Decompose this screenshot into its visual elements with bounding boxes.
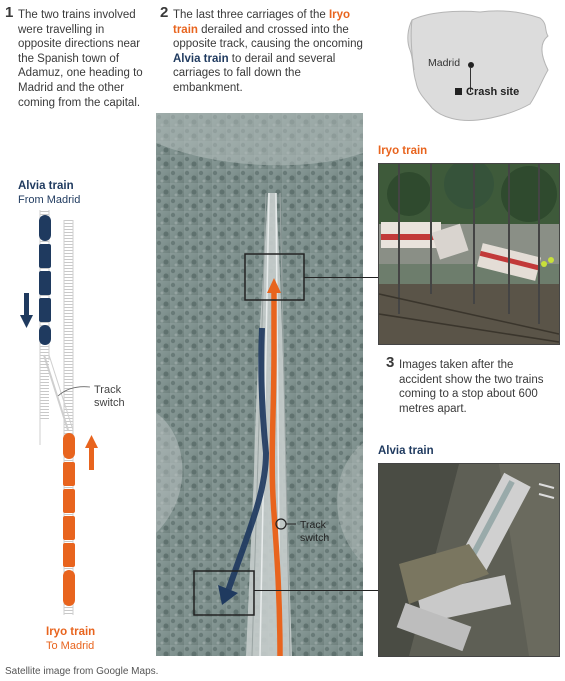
satellite-image	[156, 113, 363, 656]
schematic-switch-leader	[58, 387, 90, 396]
satellite-switch-label-2: switch	[300, 532, 330, 544]
connector-alvia	[254, 590, 378, 591]
schematic-iryo-arrow	[85, 435, 98, 470]
schematic-iryo-direction: To Madrid	[46, 640, 95, 652]
step-2-text-part-3: to derail and several carriages to fall down the embankment.	[173, 52, 336, 94]
connector-iryo	[304, 277, 378, 278]
step-2-iryo-highlight: Iryo train	[173, 9, 351, 36]
iryo-photo-title: Iryo train	[378, 145, 428, 157]
step-1-number: 1	[5, 4, 14, 21]
image-credit: Satellite image from Google Maps.	[5, 666, 159, 677]
step-2-number: 2	[160, 4, 169, 21]
track-schematic	[0, 205, 150, 615]
madrid-label: Madrid	[428, 57, 461, 69]
schematic-alvia-name: Alvia train	[18, 180, 74, 192]
crash-site-marker	[455, 88, 462, 95]
step-2-alvia-highlight: Alvia train	[173, 52, 229, 65]
alvia-photo	[378, 463, 560, 657]
step-3-text: Images taken after the accident show the two trains coming to a stop about 600 metres apart.	[399, 359, 544, 415]
step-2-text	[173, 8, 363, 96]
step-3-number: 3	[386, 354, 395, 371]
step-2-text-part-2: derailed and crossed into the opposite track, causing the oncoming	[173, 23, 363, 51]
crash-site-label: Crash site	[466, 86, 520, 98]
locator-map	[398, 6, 560, 126]
step-2-text-part-1: The last three carriages of the	[173, 9, 329, 21]
alvia-photo-title: Alvia train	[378, 445, 434, 457]
schematic-switch-label-1: Track	[94, 384, 122, 396]
schematic-alvia-direction: From Madrid	[18, 194, 81, 206]
satellite-switch-label-1: Track	[300, 519, 326, 531]
schematic-iryo-name: Iryo train	[46, 626, 96, 638]
schematic-alvia-arrow	[20, 293, 33, 328]
iryo-photo	[378, 163, 560, 345]
step-1-text: The two trains involved were travelling in opposite directions near the Spanish town of Adamuz, one heading to Madrid and the other coming from the capital.	[18, 9, 143, 109]
madrid-dot	[468, 62, 474, 68]
iberia-map-shape	[398, 6, 560, 126]
schematic-switch-label-2: switch	[94, 397, 125, 409]
